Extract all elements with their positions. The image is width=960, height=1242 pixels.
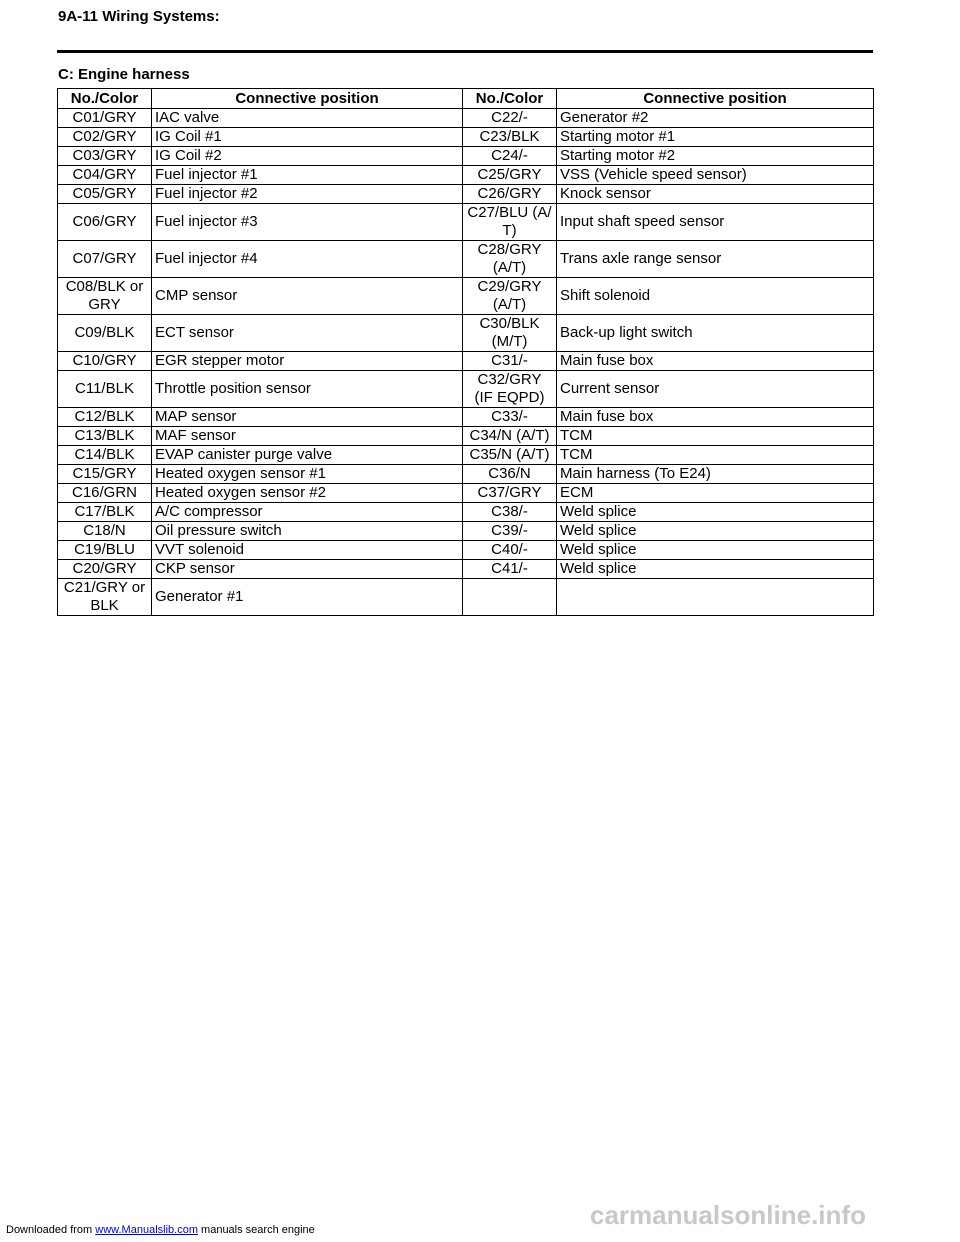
watermark: carmanualsonline.info: [590, 1200, 866, 1230]
connective-position: Weld splice: [557, 522, 874, 541]
table-row: [58, 408, 874, 427]
column-header-no-color: No./Color: [463, 89, 557, 109]
connective-position: [557, 579, 874, 616]
connective-position: Weld splice: [557, 560, 874, 579]
table-row: [58, 522, 874, 541]
connective-position: CMP sensor: [152, 278, 463, 315]
connective-position: Oil pressure switch: [152, 522, 463, 541]
column-header-connective-position: Connective position: [557, 89, 874, 109]
connective-position: ECM: [557, 484, 874, 503]
connective-position: ECT sensor: [152, 315, 463, 352]
connector-no-color: C03/GRY: [58, 147, 152, 166]
table-row: [58, 560, 874, 579]
connector-no-color: C19/BLU: [58, 541, 152, 560]
connective-position: Main fuse box: [557, 408, 874, 427]
table-row: [58, 371, 874, 408]
connective-position: Knock sensor: [557, 185, 874, 204]
connective-position: Weld splice: [557, 541, 874, 560]
table-row: [58, 166, 874, 185]
connective-position: VVT solenoid: [152, 541, 463, 560]
table-row: [58, 352, 874, 371]
connector-no-color: C31/-: [463, 352, 557, 371]
connective-position: Back-up light switch: [557, 315, 874, 352]
table-row: [58, 241, 874, 278]
connective-position: Throttle position sensor: [152, 371, 463, 408]
connective-position: Starting motor #2: [557, 147, 874, 166]
connector-no-color: C17/BLK: [58, 503, 152, 522]
connector-no-color: C15/GRY: [58, 465, 152, 484]
connector-no-color: C33/-: [463, 408, 557, 427]
connector-no-color: C40/-: [463, 541, 557, 560]
manualslib-link[interactable]: www.Manualslib.com: [95, 1224, 198, 1236]
connective-position: Fuel injector #1: [152, 166, 463, 185]
connective-position: CKP sensor: [152, 560, 463, 579]
connector-no-color: C14/BLK: [58, 446, 152, 465]
connective-position: TCM: [557, 427, 874, 446]
connective-position: Fuel injector #3: [152, 204, 463, 241]
table-row: [58, 446, 874, 465]
connective-position: EGR stepper motor: [152, 352, 463, 371]
connective-position: Current sensor: [557, 371, 874, 408]
connector-no-color: C01/GRY: [58, 109, 152, 128]
connective-position: Heated oxygen sensor #1: [152, 465, 463, 484]
page-header: 9A-11 Wiring Systems:: [58, 8, 220, 25]
connector-no-color: C36/N: [463, 465, 557, 484]
table-body: [58, 109, 874, 616]
connector-no-color: C20/GRY: [58, 560, 152, 579]
connector-no-color: C39/-: [463, 522, 557, 541]
connector-no-color: C10/GRY: [58, 352, 152, 371]
connector-no-color: C30/BLK (M/T): [463, 315, 557, 352]
connective-position: Generator #1: [152, 579, 463, 616]
connector-no-color: C34/N (A/T): [463, 427, 557, 446]
table-row: [58, 109, 874, 128]
table-row: [58, 147, 874, 166]
column-header-no-color: No./Color: [58, 89, 152, 109]
engine-harness-table: [57, 88, 874, 616]
connective-position: Main fuse box: [557, 352, 874, 371]
connector-no-color: C38/-: [463, 503, 557, 522]
connective-position: Fuel injector #2: [152, 185, 463, 204]
connector-no-color: C09/BLK: [58, 315, 152, 352]
connector-no-color: C16/GRN: [58, 484, 152, 503]
table-row: [58, 185, 874, 204]
connector-no-color: C22/-: [463, 109, 557, 128]
connector-no-color: C37/GRY: [463, 484, 557, 503]
column-header-connective-position: Connective position: [152, 89, 463, 109]
connective-position: Weld splice: [557, 503, 874, 522]
connective-position: VSS (Vehicle speed sensor): [557, 166, 874, 185]
table-row: [58, 484, 874, 503]
connective-position: MAP sensor: [152, 408, 463, 427]
table-row: [58, 465, 874, 484]
table-row: [58, 278, 874, 315]
connective-position: MAF sensor: [152, 427, 463, 446]
connector-no-color: C18/N: [58, 522, 152, 541]
connective-position: Shift solenoid: [557, 278, 874, 315]
connector-no-color: C25/GRY: [463, 166, 557, 185]
table-header-row: [58, 89, 874, 109]
connector-no-color: [463, 579, 557, 616]
connective-position: Fuel injector #4: [152, 241, 463, 278]
connective-position: Generator #2: [557, 109, 874, 128]
connector-no-color: C07/GRY: [58, 241, 152, 278]
connective-position: IG Coil #2: [152, 147, 463, 166]
connector-no-color: C24/-: [463, 147, 557, 166]
connective-position: TCM: [557, 446, 874, 465]
connective-position: Trans axle range sensor: [557, 241, 874, 278]
connector-no-color: C13/BLK: [58, 427, 152, 446]
connector-no-color: C29/GRY (A/T): [463, 278, 557, 315]
table-row: [58, 579, 874, 616]
connector-no-color: C12/BLK: [58, 408, 152, 427]
table-row: [58, 204, 874, 241]
connective-position: Main harness (To E24): [557, 465, 874, 484]
connector-no-color: C32/GRY (IF EQPD): [463, 371, 557, 408]
table-row: [58, 503, 874, 522]
connective-position: IG Coil #1: [152, 128, 463, 147]
footer-suffix: manuals search engine: [197, 1224, 315, 1236]
connector-no-color: C26/GRY: [463, 185, 557, 204]
connector-no-color: C35/N (A/T): [463, 446, 557, 465]
connective-position: A/C compressor: [152, 503, 463, 522]
connector-no-color: C11/BLK: [58, 371, 152, 408]
connector-no-color: C21/GRY or BLK: [58, 579, 152, 616]
download-footer: [6, 1224, 315, 1237]
connector-no-color: C06/GRY: [58, 204, 152, 241]
table-row: [58, 541, 874, 560]
footer-prefix: Downloaded from: [6, 1224, 96, 1236]
table-row: [58, 315, 874, 352]
section-title: C: Engine harness: [58, 66, 190, 83]
connective-position: Heated oxygen sensor #2: [152, 484, 463, 503]
connector-no-color: C41/-: [463, 560, 557, 579]
table-row: [58, 427, 874, 446]
connective-position: Starting motor #1: [557, 128, 874, 147]
connective-position: Input shaft speed sensor: [557, 204, 874, 241]
connector-no-color: C04/GRY: [58, 166, 152, 185]
connector-no-color: C23/BLK: [463, 128, 557, 147]
connector-no-color: C02/GRY: [58, 128, 152, 147]
connective-position: IAC valve: [152, 109, 463, 128]
connector-no-color: C08/BLK or GRY: [58, 278, 152, 315]
header-divider: [57, 50, 873, 53]
table-row: [58, 128, 874, 147]
connective-position: EVAP canister purge valve: [152, 446, 463, 465]
connector-no-color: C28/GRY (A/T): [463, 241, 557, 278]
connector-no-color: C05/GRY: [58, 185, 152, 204]
connector-no-color: C27/BLU (A/ T): [463, 204, 557, 241]
